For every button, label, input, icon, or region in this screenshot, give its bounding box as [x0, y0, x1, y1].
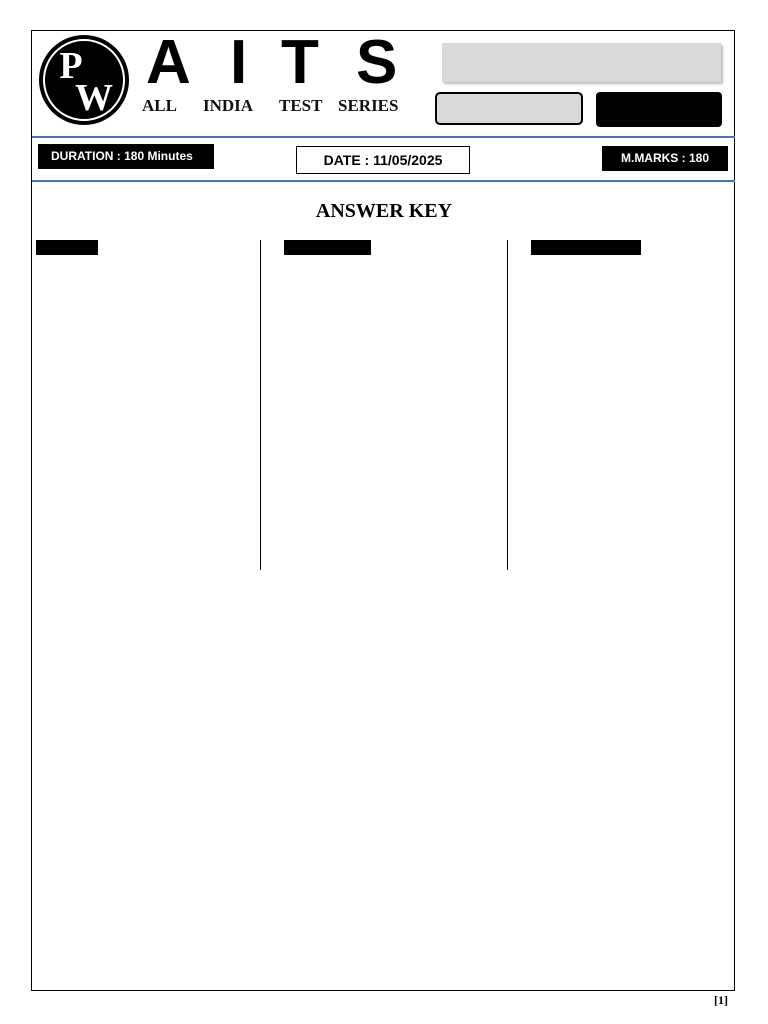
brand-word-india: INDIA	[203, 96, 254, 115]
column-divider-1	[260, 240, 261, 570]
brand-letter-t: T	[281, 28, 319, 97]
header-divider	[32, 136, 735, 138]
brand-word-all: ALL	[142, 96, 177, 115]
date-box: DATE : 11/05/2025	[296, 146, 470, 174]
column-1-header-redacted	[36, 240, 98, 255]
page-title: ANSWER KEY	[315, 200, 453, 222]
brand-letter-i: I	[230, 28, 248, 97]
brand-word-test: TEST	[279, 96, 323, 115]
duration-badge: DURATION : 180 Minutes	[38, 144, 214, 169]
logo-letter-w: W	[75, 77, 113, 119]
logo-letter-p: P	[59, 45, 83, 87]
redacted-banner	[442, 43, 721, 82]
redacted-box-black	[596, 92, 722, 127]
brand-letter-a: A	[146, 28, 191, 97]
column-divider-2	[507, 240, 508, 570]
redacted-box-grey	[435, 92, 583, 125]
column-3-header-redacted	[531, 240, 641, 255]
info-divider	[32, 180, 735, 182]
page-number: [1]	[714, 993, 728, 1007]
column-2-header-redacted	[284, 240, 371, 255]
pw-logo	[38, 34, 130, 126]
brand-letter-s: S	[356, 28, 398, 97]
brand-word-series: SERIES	[338, 96, 399, 115]
page-border	[31, 30, 735, 991]
max-marks-badge: M.MARKS : 180	[602, 146, 728, 171]
